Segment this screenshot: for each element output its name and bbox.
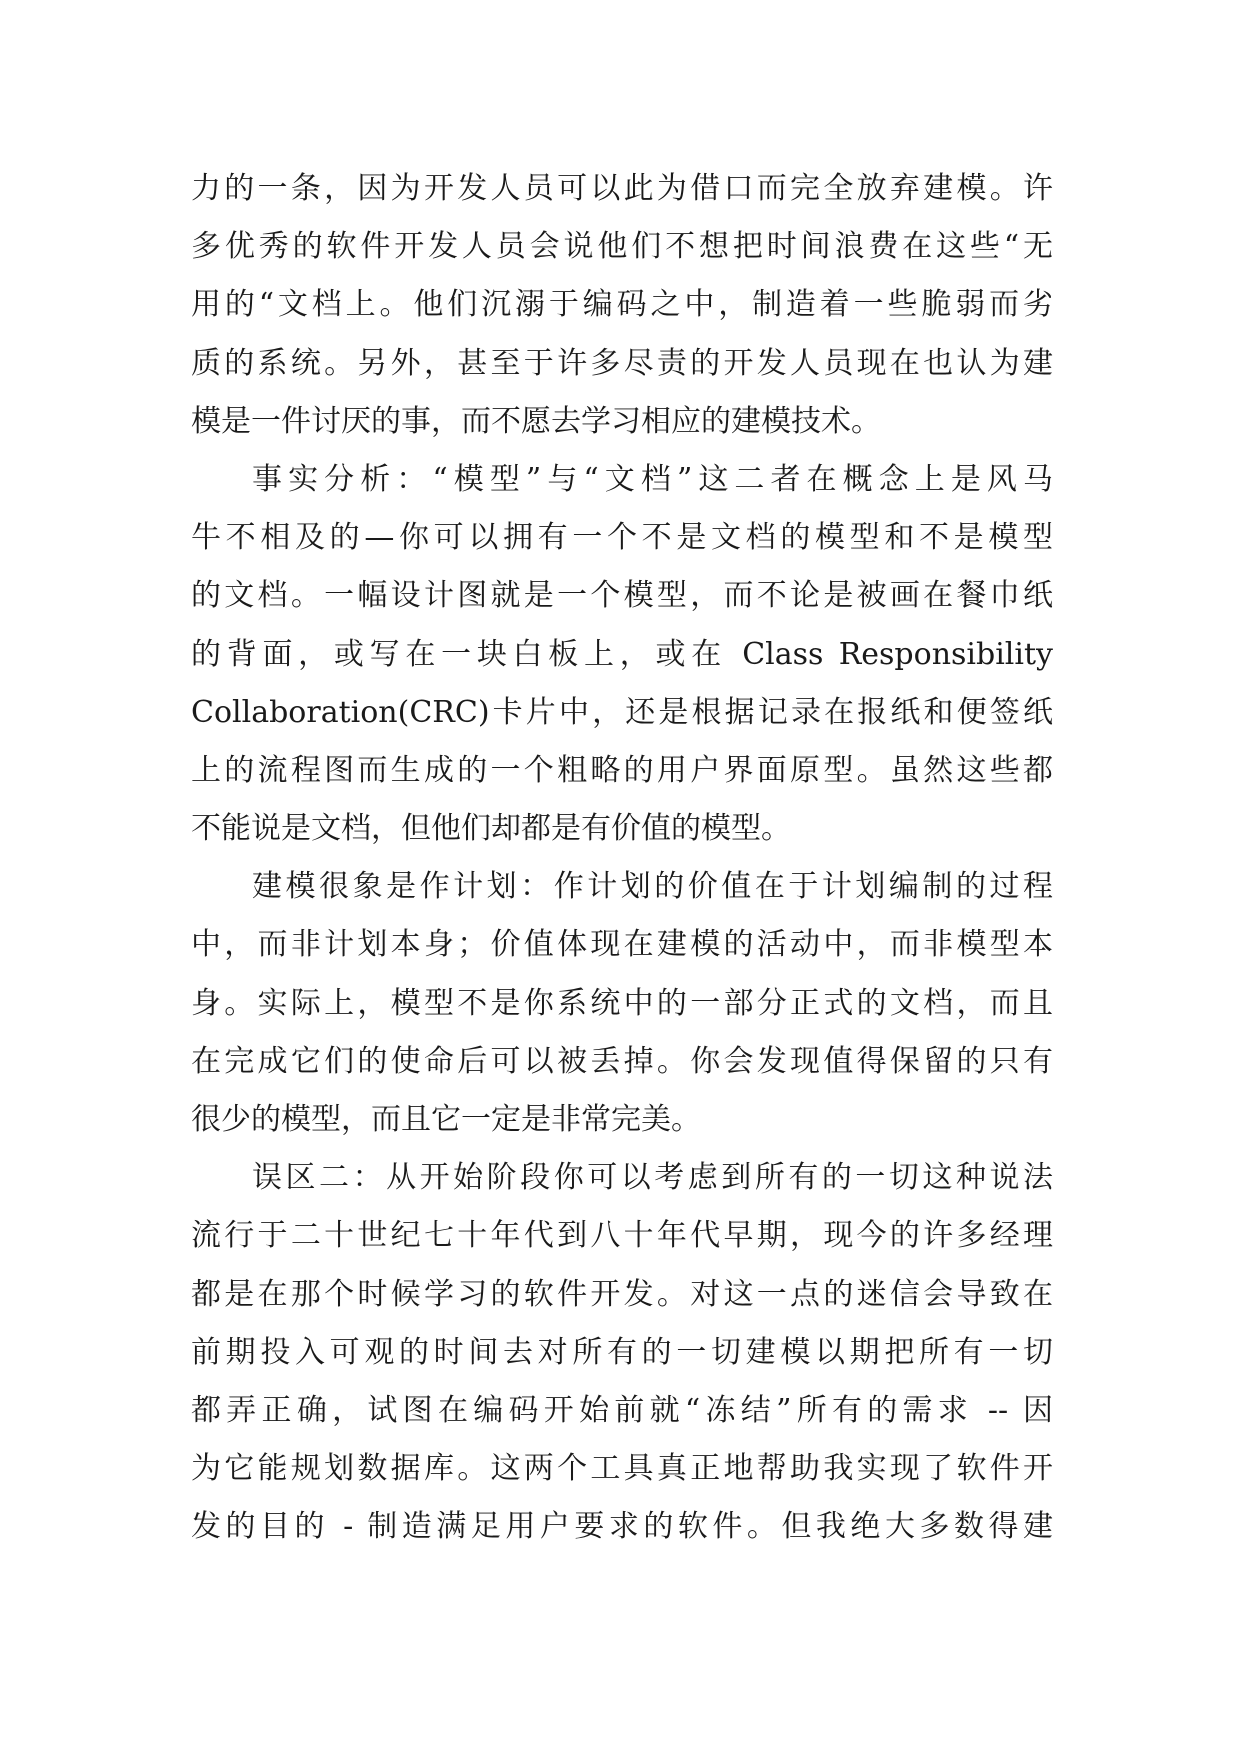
text-line: 前期投入可观的时间去对所有的一切建模以期把所有一切 [191, 1334, 1053, 1370]
paragraph [191, 451, 1053, 858]
text-line: 身。实际上，模型不是你系统中的一部分正式的文档，而且 [191, 985, 1053, 1021]
paragraph [191, 1149, 1053, 1556]
document-body [191, 160, 1053, 1557]
text-line: 用的“文档上。他们沉溺于编码之中，制造着一些脆弱而劣 [191, 287, 1053, 323]
text-line: 上的流程图而生成的一个粗略的用户界面原型。虽然这些都 [191, 752, 1053, 788]
text-line: 不能说是文档，但他们却都是有价值的模型。 [191, 811, 791, 847]
text-line: 质的系统。另外，甚至于许多尽责的开发人员现在也认为建 [191, 345, 1053, 381]
text-line: 的文档。一幅设计图就是一个模型，而不论是被画在餐巾纸 [191, 578, 1053, 614]
text-line: 事实分析：“模型”与“文档”这二者在概念上是风马 [252, 461, 1053, 497]
text-line: 误区二：从开始阶段你可以考虑到所有的一切这种说法 [252, 1160, 1053, 1196]
text-line: 力的一条，因为开发人员可以此为借口而完全放弃建模。许 [191, 171, 1053, 206]
text-line: 模是一件讨厌的事，而不愿去学习相应的建模技术。 [191, 403, 881, 439]
text-line: 发的目的 - 制造满足用户要求的软件。但我绝大多数得建 [191, 1509, 1053, 1545]
text-line: 中，而非计划本身；价值体现在建模的活动中，而非模型本 [191, 927, 1053, 963]
text-line: 流行于二十世纪七十年代到八十年代早期，现今的许多经理 [191, 1218, 1053, 1254]
paragraph [191, 160, 1053, 451]
text-line: 很少的模型，而且它一定是非常完美。 [191, 1102, 701, 1137]
text-line: 建模很象是作计划：作计划的价值在于计划编制的过程 [252, 869, 1053, 905]
text-line: Collaboration(CRC)卡片中，还是根据记录在报纸和便签纸 [191, 694, 1053, 730]
text-line: 多优秀的软件开发人员会说他们不想把时间浪费在这些“无 [191, 229, 1053, 265]
text-line: 为它能规划数据库。这两个工具真正地帮助我实现了软件开 [191, 1451, 1053, 1487]
text-line: 在完成它们的使命后可以被丢掉。你会发现值得保留的只有 [191, 1043, 1053, 1079]
text-line: 的背面，或写在一块白板上，或在 Class Responsibility [191, 636, 1053, 672]
text-line: 都弄正确，试图在编码开始前就“冻结”所有的需求 -- 因 [191, 1392, 1053, 1428]
text-line: 牛不相及的—你可以拥有一个不是文档的模型和不是模型 [191, 520, 1053, 556]
text-line: 都是在那个时候学习的软件开发。对这一点的迷信会导致在 [191, 1276, 1053, 1312]
paragraph [191, 858, 1053, 1149]
